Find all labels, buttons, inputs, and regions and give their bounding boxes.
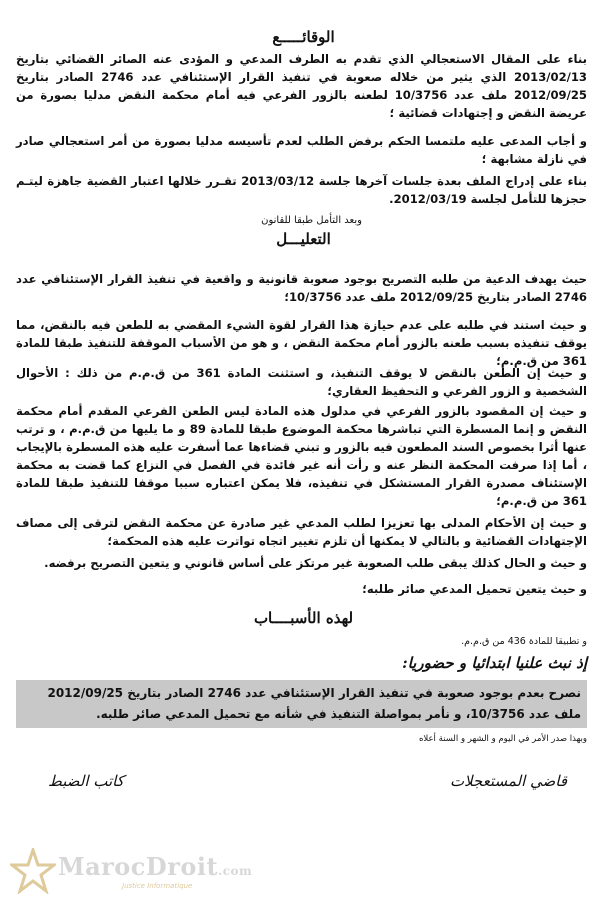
reasoning-heading — [0, 230, 607, 248]
grounds-heading — [0, 609, 607, 627]
verdict-text: نصرح بعدم بوجود صعوبة في تنفيذ القرار الإستئنافي عدد 2746 الصادر بتاريخ 2012/09/25 ملف عدد 10/3756، و نأمر بمواصلة التنفيذ في شأنه مع تحميل المدعي صائر طلبه. — [16, 680, 587, 728]
closing-note: وبهذا صدر الأمر في اليوم و الشهر و السنة أعلاه — [418, 734, 587, 744]
reasoning-paragraph-2: و حيث استند في طلبه على عدم حيازة هذا القرار لقوة الشيء المقضي به للطعن فيه بالنقض، مما يوقف تنفيذه بسبب طعنه بالزور أمام محكمة النقض ، و هو من الأسباب الموقفة للتنفيذ طبقا للمادة 361 من ق.م.م؛ — [16, 318, 587, 368]
reasoning-paragraph-1: حيث يهدف الدعية من طلبه التصريح بوجود صعوبة قانونية و واقعية في تنفيذ القرار الإستئنافي عدد 2746 الصادر بتاريخ 2012/09/25 ملف عدد 10/3756؛ — [16, 272, 587, 304]
facts-heading — [0, 28, 607, 46]
reasoning-paragraph-6: و حيث و الحال كذلك يبقى طلب الصعوبة غير مرتكز على أساس قانوني و يتعين التصريح برفضه. — [44, 556, 587, 570]
verdict-intro: إذ نبث علنيا ابتدائيا و حضوريا: — [402, 654, 587, 672]
clerk-signature: كاتب الضبط — [48, 772, 124, 790]
watermark-tagline: Justice Informatique — [122, 882, 193, 890]
reasoning-paragraph-7: و حيث يتعين تحميل المدعي صائر طلبه؛ — [362, 582, 587, 596]
watermark-brand — [58, 852, 252, 881]
judge-signature: قاضي المستعجلات — [449, 772, 567, 790]
facts-paragraph-3: بناء على إدراج الملف بعدة جلسات آخرها جلسة 2013/03/12 تقـرر خلالها اعتبار القضية جاهزة ليتـم حجزها للتأمل لجلسة 2012/03/19. — [16, 174, 587, 206]
legal-basis: و تطبيقا للمادة 436 من ق.م.م. — [461, 636, 587, 647]
facts-paragraph-1: بناء على المقال الاستعجالي الذي تقدم به الطرف المدعي و المؤدى عنه الصائر القضائي بتاريخ 2013/02/13 الذي يثير من خلاله صعوبة في تنفيذ القرار الإستئنافي عدد 2746 الصادر بتاريخ 2012/09/25 ملف عدد 10/3756 لطعنه بالزور الفرعي فيه أمام محكمة النقض مدليا بصورة من عريضة النقض و إجتهادات قضائية ؛ — [16, 52, 588, 120]
facts-paragraph-2: و أجاب المدعى عليه ملتمسا الحكم برفض الطلب لعدم تأسيسه مدليا بصورة من أمر استعجالي صادر في نازلة مشابهة ؛ — [16, 134, 587, 166]
facts-heading-text: الوقائـــــع — [272, 28, 335, 46]
star-logo-icon — [10, 848, 56, 894]
reasoning-heading-text: التعليـــل — [276, 230, 331, 248]
site-watermark — [10, 848, 253, 894]
watermark-domain-suffix: .com — [218, 864, 253, 878]
reasoning-paragraph-5: و حيث إن الأحكام المدلى بها تعزيزا لطلب المدعي غير صادرة عن محكمة النقض لترقى إلى مصاف الإجتهادات القضائية و بالتالي لا يمكنها أن تلزم تغيير اتجاه تواترت عليه هذه المحكمة؛ — [16, 516, 587, 548]
watermark-brand-name: MarocDroit — [58, 852, 219, 881]
law-note: وبعد التأمل طبقا للقانون — [261, 215, 362, 226]
reasoning-paragraph-4: و حيث إن المقصود بالزور الفرعي في مدلول هذه المادة ليس الطعن الفرعي المقدم أمام محكمة النقض و إنما المسطرة التي تباشرها محكمة الموضوع طبقا للمادة 89 و ما يليها من ق.م.م ، و ترتب عنها أثرا بخصوص السند المطعون فيه بالزور و تبني قضاءها عما أسفرت عليه هذه المسطرة بالإيجاب ، أما إذا صرفت المحكمة النظر عنه و رأت أنه غير فائدة في الفصل في النزاع كما قضت به محكمة الإستئناف مصدرة القرار المستشكل في تنفيذه، فلا يمكن اعتباره سببا موقفا للتنفيذ طبقا للمادة 361 من ق.م.م؛ — [16, 404, 588, 508]
reasoning-paragraph-3: و حيث إن الطعن بالنقض لا يوقف التنفيذ، و استثنت المادة 361 من ق.م.م من ذلك : الأحوال الشخصية و الزور الفرعي و التحفيظ العقاري؛ — [16, 366, 587, 398]
grounds-heading-text: لهذه الأسبــــاب — [253, 609, 354, 627]
